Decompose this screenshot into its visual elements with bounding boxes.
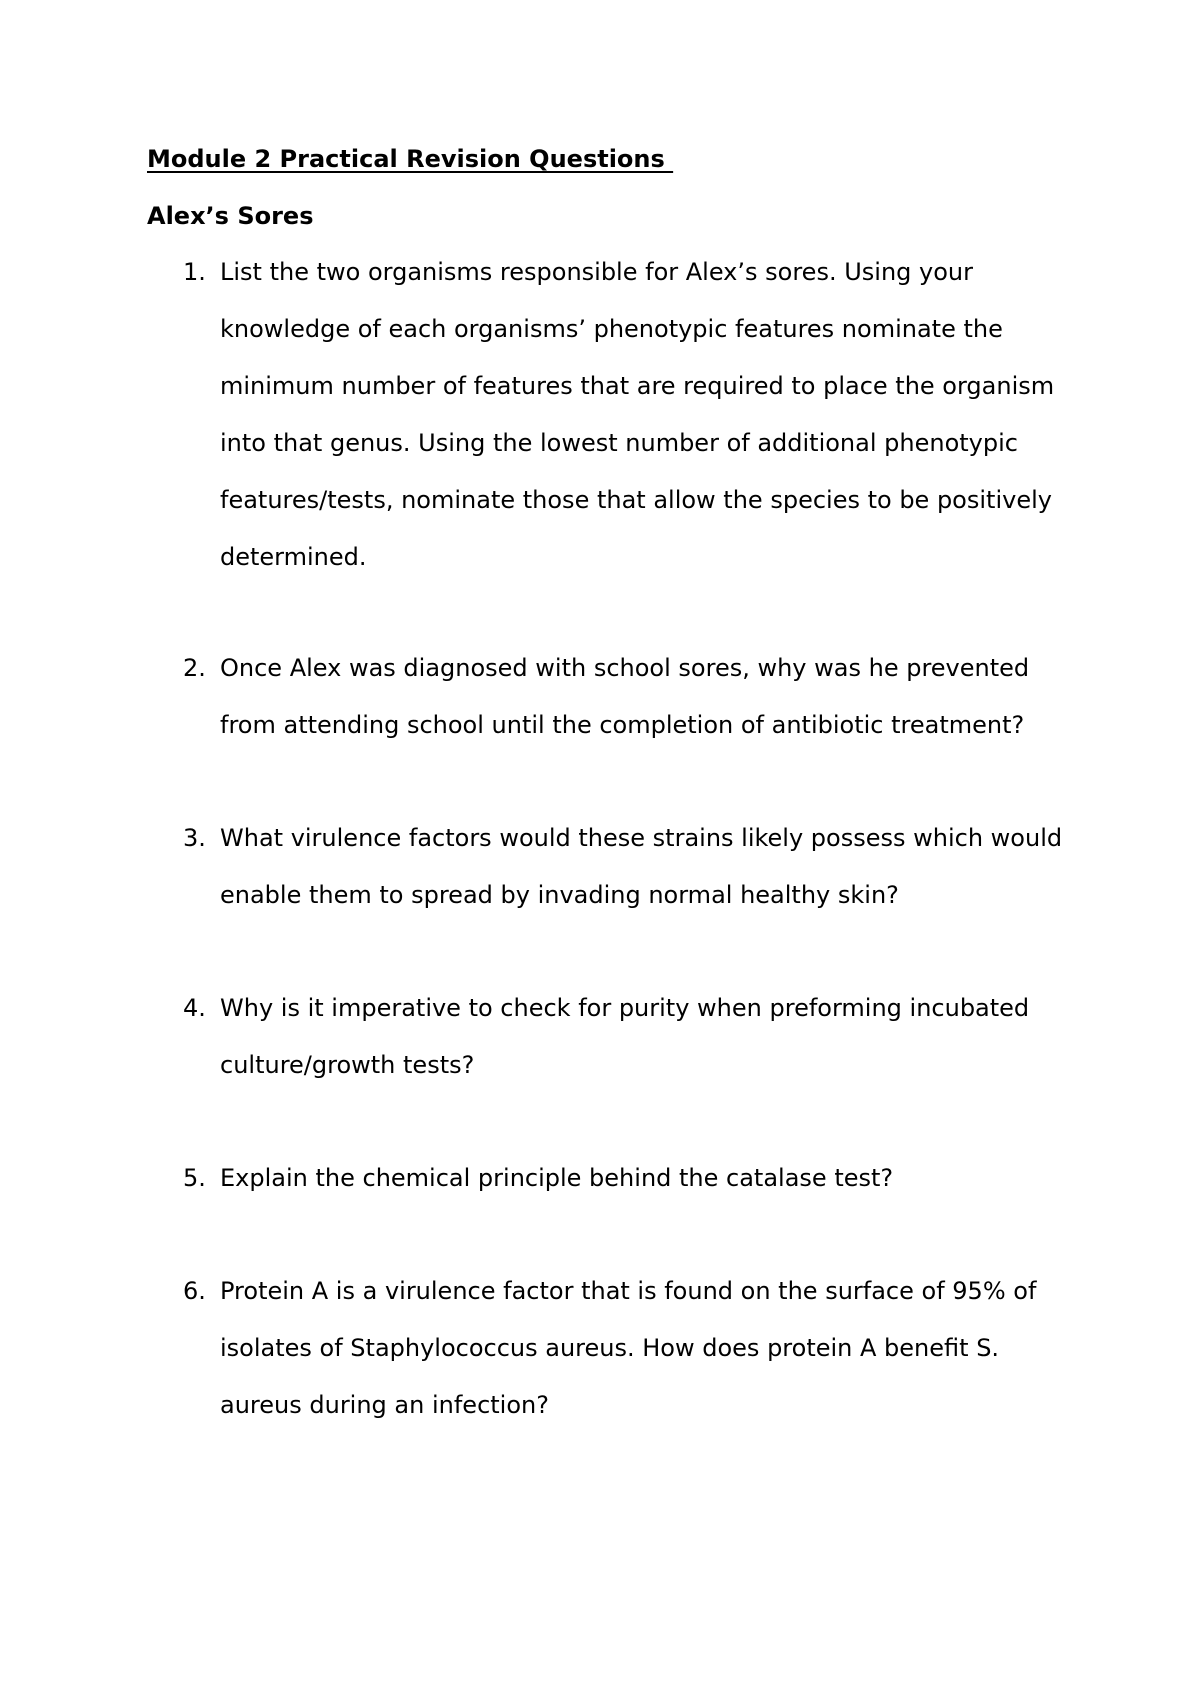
section-heading: Alex’s Sores bbox=[147, 202, 314, 230]
question-number: 5. bbox=[183, 1164, 206, 1192]
question-number: 6. bbox=[183, 1277, 206, 1305]
question-text: Explain the chemical principle behind the catalase test? bbox=[220, 1164, 894, 1192]
question-number: 3. bbox=[183, 824, 206, 852]
document-title: Module 2 Practical Revision Questions bbox=[147, 145, 674, 173]
question-text: Protein A is a virulence factor that is found on the surface of 95% of isolates of Staphylococcus aureus. How does protein A benefit S. aureus during an infection? bbox=[220, 1277, 1037, 1419]
question-text: Once Alex was diagnosed with school sores, why was he prevented from attending school until the completion of antibiotic treatment? bbox=[220, 654, 1030, 739]
question-number: 1. bbox=[183, 258, 206, 286]
question-text: Why is it imperative to check for purity when preforming incubated culture/growth tests? bbox=[220, 994, 1030, 1079]
question-number: 4. bbox=[183, 994, 206, 1022]
question-number: 2. bbox=[183, 654, 206, 682]
question-text: What virulence factors would these strains likely possess which would enable them to spread by invading normal healthy skin? bbox=[220, 824, 1063, 909]
question-text: List the two organisms responsible for Alex’s sores. Using your knowledge of each organisms’ phenotypic features nominate the minimum number of features that are required to place the organism into that genus. Using the lowest number of additional phenotypic features/tests, nominate those that allow the species to be positively determined. bbox=[220, 258, 1055, 571]
